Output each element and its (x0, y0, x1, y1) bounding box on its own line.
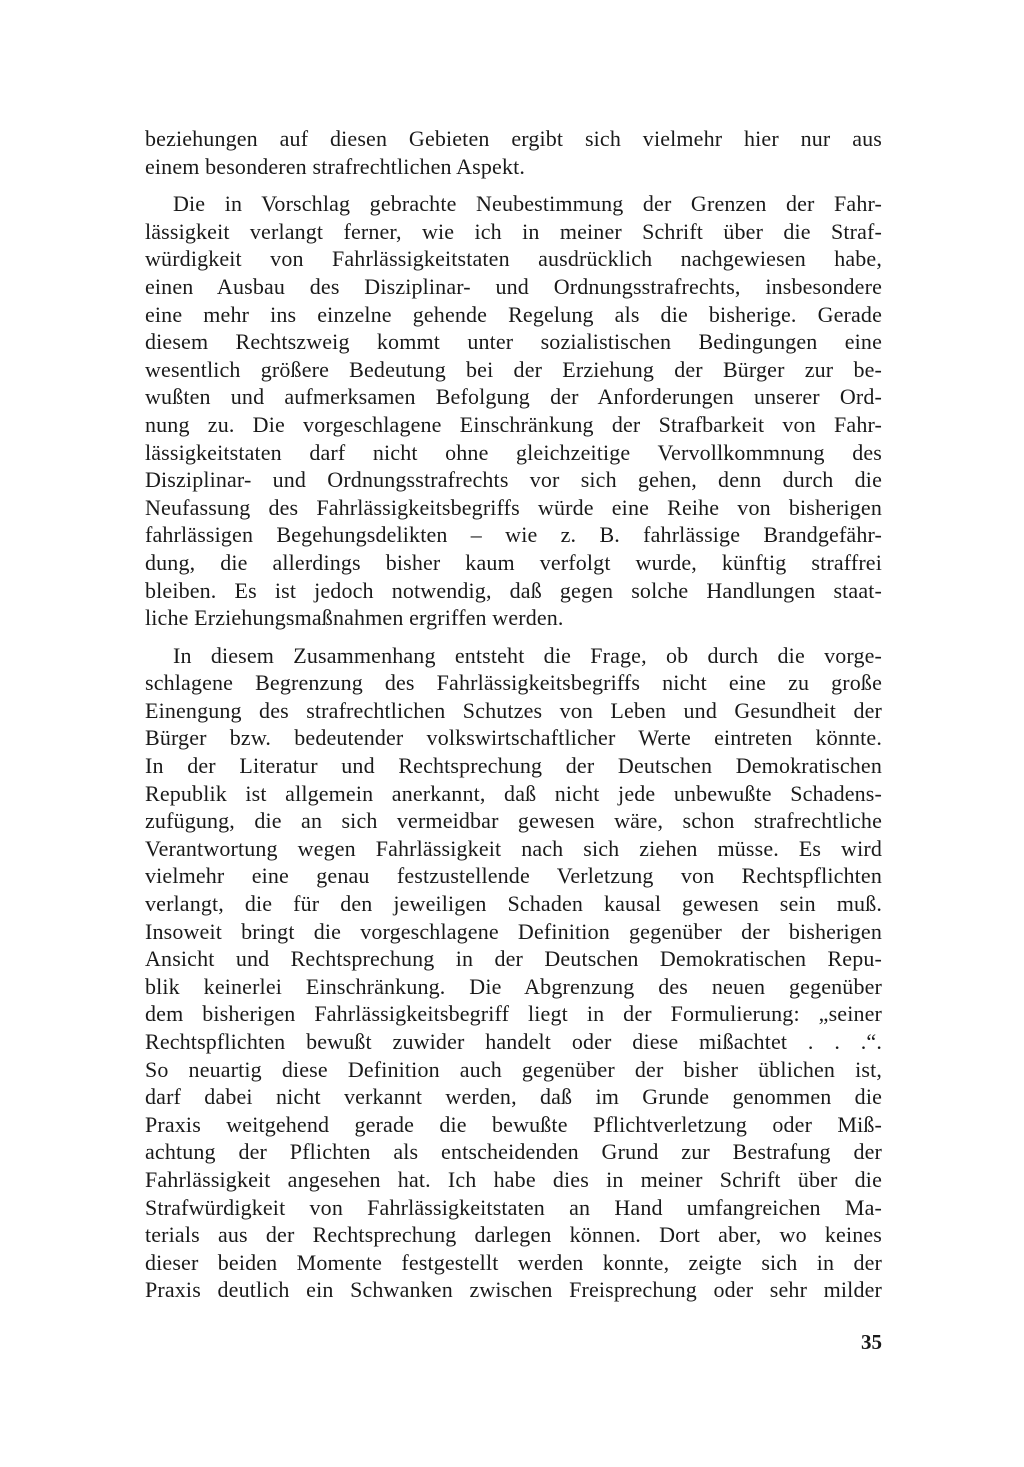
text-line: Verantwortung wegen Fahrlässigkeit nach sich ziehen müsse. Es wird (145, 835, 882, 861)
text-line: nung zu. Die vorgeschlagene Einschränkung der Strafbarkeit von Fahr- (145, 411, 882, 437)
text-line: zufügung, die an sich vermeidbar gewesen wäre, schon strafrechtliche (145, 808, 882, 834)
text-line: Strafwürdigkeit von Fahrlässigkeitstaten an Hand umfangreichen Ma- (145, 1194, 882, 1220)
page-number: 35 (861, 1330, 882, 1354)
text-line: Praxis weitgehend gerade die bewußte Pflichtverletzung oder Miß- (145, 1111, 882, 1137)
text-line: wußten und aufmerksamen Befolgung der Anforderungen unserer Ord- (145, 384, 882, 410)
text-line: dem bisherigen Fahrlässigkeitsbegriff liegt in der Formulierung: „seiner (145, 1001, 882, 1027)
paragraph (145, 125, 882, 180)
text-line: Ansicht und Rechtsprechung in der Deutschen Demokratischen Repu- (145, 946, 882, 972)
text-line: beziehungen auf diesen Gebieten ergibt sich vielmehr hier nur aus (145, 126, 882, 151)
text-line: Neufassung des Fahrlässigkeitsbegriffs würde eine Reihe von bisherigen (145, 494, 882, 520)
text-line: In diesem Zusammenhang entsteht die Frage, ob durch die vorge- (173, 642, 882, 668)
text-line: Praxis deutlich ein Schwanken zwischen Freisprechung oder sehr milder (145, 1277, 882, 1303)
text-line: blik keinerlei Einschränkung. Die Abgrenzung des neuen gegenüber (145, 973, 882, 999)
text-line: In der Literatur und Rechtsprechung der Deutschen Demokratischen (145, 753, 882, 779)
text-line: liche Erziehungsmaßnahmen ergriffen werden. (145, 605, 564, 631)
text-line: schlagene Begrenzung des Fahrlässigkeitsbegriffs nicht eine zu große (145, 670, 882, 696)
text-line: So neuartig diese Definition auch gegenüber der bisher üblichen ist, (145, 1056, 882, 1082)
text-line: fahrlässigen Begehungsdelikten – wie z. B. fahrlässige Brandgefähr- (145, 522, 882, 548)
body-text (145, 125, 882, 1304)
paragraph (145, 642, 882, 1304)
text-line: eine mehr ins einzelne gehende Regelung als die bisherige. Gerade (145, 301, 882, 327)
paragraph (145, 190, 882, 632)
text-line: Fahrlässigkeit angesehen hat. Ich habe dies in meiner Schrift über die (145, 1166, 882, 1192)
text-line: verlangt, die für den jeweiligen Schaden kausal gewesen sein muß. (145, 891, 882, 917)
text-line: lässigkeit verlangt ferner, wie ich in meiner Schrift über die Straf- (145, 218, 882, 244)
text-line: einen Ausbau des Disziplinar- und Ordnungsstrafrechts, insbesondere (145, 273, 882, 299)
text-line: achtung der Pflichten als entscheidenden Grund zur Bestrafung der (145, 1139, 882, 1165)
text-line: dung, die allerdings bisher kaum verfolgt wurde, künftig straffrei (145, 549, 882, 575)
text-line: bleiben. Es ist jedoch notwendig, daß gegen solche Handlungen staat- (145, 577, 882, 603)
text-line: Republik ist allgemein anerkannt, daß nicht jede unbewußte Schadens- (145, 780, 882, 806)
text-line: diesem Rechtszweig kommt unter sozialistischen Bedingungen eine (145, 329, 882, 355)
text-line: vielmehr eine genau festzustellende Verletzung von Rechtspflichten (145, 863, 882, 889)
text-line: würdigkeit von Fahrlässigkeitstaten ausdrücklich nachgewiesen habe, (145, 246, 882, 272)
text-line: Einengung des strafrechtlichen Schutzes von Leben und Gesundheit der (145, 697, 882, 723)
text-line: Bürger bzw. bedeutender volkswirtschaftlicher Werte eintreten könnte. (145, 725, 882, 751)
text-line: Die in Vorschlag gebrachte Neubestimmung der Grenzen der Fahr- (173, 191, 882, 217)
text-line: terials aus der Rechtsprechung darlegen können. Dort aber, wo keines (145, 1222, 882, 1248)
text-line: darf dabei nicht verkannt werden, daß im Grunde genommen die (145, 1084, 882, 1110)
text-line: wesentlich größere Bedeutung bei der Erziehung der Bürger zur be- (145, 356, 882, 382)
text-line: Insoweit bringt die vorgeschlagene Definition gegenüber der bisherigen (145, 918, 882, 944)
text-line: Disziplinar- und Ordnungsstrafrechts vor sich gehen, denn durch die (145, 467, 882, 493)
text-line: lässigkeitstaten darf nicht ohne gleichzeitige Vervollkommnung des (145, 439, 882, 465)
text-line: Rechtspflichten bewußt zuwider handelt oder diese mißachtet . . .“. (145, 1029, 882, 1054)
text-line: einem besonderen strafrechtlichen Aspekt. (145, 153, 526, 179)
text-line: dieser beiden Momente festgestellt werden konnte, zeigte sich in der (145, 1249, 882, 1275)
